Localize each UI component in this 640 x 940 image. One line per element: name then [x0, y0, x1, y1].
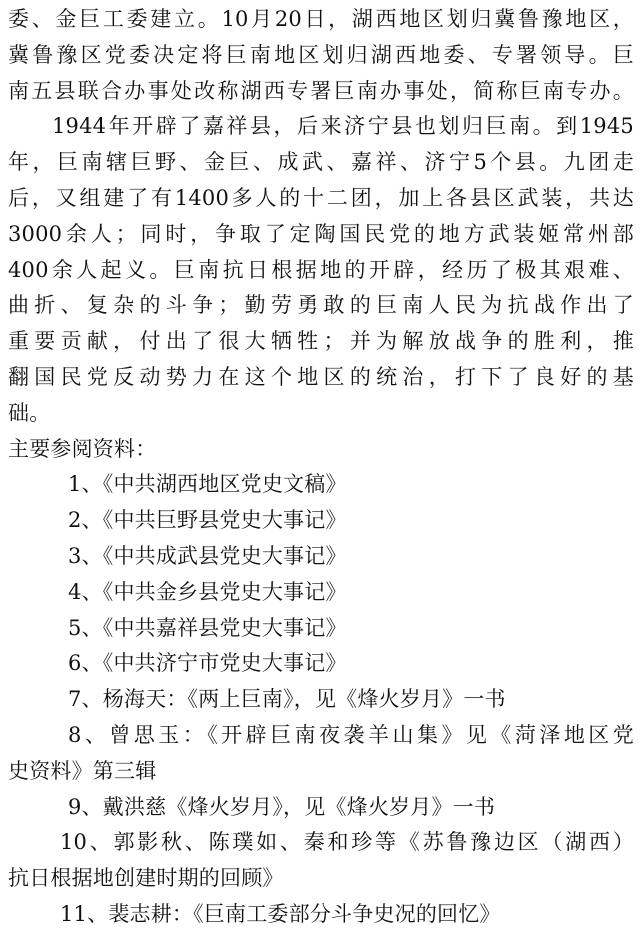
reference-item: 9、戴洪慈《烽火岁月》，见《烽火岁月》一书 [68, 794, 496, 819]
reference-item: 4、《中共金乡县党史大事记》 [68, 579, 347, 604]
reference-item: 5、《中共嘉祥县党史大事记》 [68, 615, 347, 640]
text-line: 年，巨南辖巨野、金巨、成武、嘉祥、济宁5个县。九团走 [8, 150, 634, 175]
reference-item: 3、《中共成武县党史大事记》 [68, 543, 347, 568]
text-line: 翻国民党反动势力在这个地区的统治，打下了良好的基 [8, 364, 634, 389]
reference-item: 7、杨海天：《两上巨南》，见《烽火岁月》一书 [68, 687, 506, 712]
reference-item: 2、《中共巨野县党史大事记》 [68, 508, 347, 533]
text-line: 3000余人；同时，争取了定陶国民党的地方武装姬常州部 [8, 221, 634, 246]
text-line: 1944年开辟了嘉祥县，后来济宁县也划归巨南。到1945 [52, 114, 634, 139]
text-line: 础。 [8, 400, 51, 425]
references-list [8, 467, 634, 932]
references-heading: 主要参阅资料： [8, 436, 157, 461]
reference-item-continuation: 史资料》第三辑 [8, 758, 157, 783]
text-line: 400余人起义。巨南抗日根据地的开辟，经历了极其艰难、 [8, 257, 634, 282]
text-line: 冀鲁豫区党委决定将巨南地区划归湖西地委、专署领导。巨 [8, 42, 634, 67]
reference-item: 1、《中共湖西地区党史文稿》 [68, 472, 347, 497]
reference-item: 11、裴志耕：《巨南工委部分斗争史况的回忆》 [60, 901, 501, 926]
text-line: 后，又组建了有1400多人的十二团，加上各县区武装，共达 [8, 185, 634, 210]
text-line: 委、金巨工委建立。10月20日，湖西地区划归冀鲁豫地区， [8, 7, 634, 31]
text-line: 重要贡献，付出了很大牺牲；并为解放战争的胜利，推 [8, 329, 634, 354]
paragraph-2 [8, 109, 634, 431]
reference-item: 8、曾思玉：《开辟巨南夜袭羊山集》见《菏泽地区党 [68, 722, 634, 747]
reference-item: 10、郭影秋、陈璞如、秦和珍等《苏鲁豫边区（湖西） [60, 830, 634, 855]
reference-item-continuation: 抗日根据地创建时期的回顾》 [8, 866, 284, 891]
text-line: 曲折、复杂的斗争；勤劳勇敢的巨南人民为抗战作出了 [8, 293, 634, 318]
reference-item: 6、《中共济宁市党史大事记》 [68, 651, 347, 676]
text-line: 南五县联合办事处改称湖西专署巨南办事处，简称巨南专办。 [8, 78, 634, 103]
paragraph-1 [8, 2, 634, 109]
